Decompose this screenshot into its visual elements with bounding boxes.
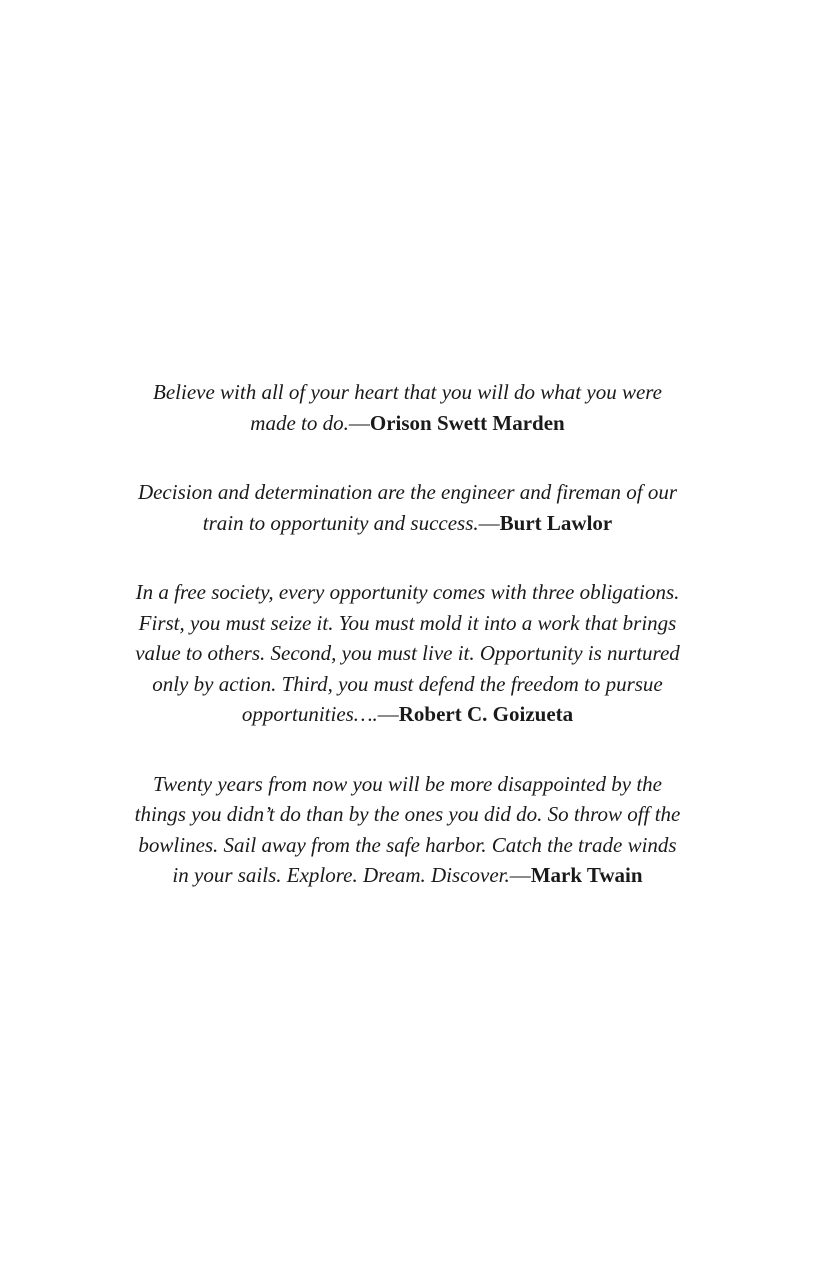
quote-marden xyxy=(0,377,815,438)
quote-author: Robert C. Goizueta xyxy=(398,702,574,726)
quote-line: Twenty years from now you will be more disappointed by the xyxy=(153,771,662,796)
quote-author: Orison Swett Marden xyxy=(369,410,565,435)
quote-lawlor xyxy=(0,477,815,538)
quote-line: opportunities…. xyxy=(241,702,378,726)
attribution-dash: — xyxy=(478,510,500,535)
quote-goizueta xyxy=(0,577,815,730)
quote-line: things you didn’t do than by the ones you did do. So throw off the xyxy=(134,802,681,826)
attribution-dash: — xyxy=(348,410,370,435)
quote-line: made to do. xyxy=(250,410,349,435)
quote-line: In a free society, every opportunity comes with three obligations. xyxy=(135,580,680,604)
quote-list xyxy=(0,377,815,930)
attribution-dash: — xyxy=(377,702,399,726)
quote-line: train to opportunity and success. xyxy=(202,510,479,535)
quote-line: value to others. Second, you must live it. Opportunity is nurtured xyxy=(135,641,680,665)
quote-author: Burt Lawlor xyxy=(499,510,613,535)
quote-line: in your sails. Explore. Dream. Discover. xyxy=(172,863,510,887)
quote-line: Believe with all of your heart that you will do what you were xyxy=(153,380,662,404)
quote-author: Mark Twain xyxy=(530,863,643,887)
quote-line: First, you must seize it. You must mold it into a work that brings xyxy=(138,610,677,635)
quote-line: bowlines. Sail away from the safe harbor. Catch the trade winds xyxy=(138,832,677,857)
quote-line: only by action. Third, you must defend the freedom to pursue xyxy=(152,671,663,696)
quote-twain xyxy=(0,769,815,891)
attribution-dash: — xyxy=(509,863,531,887)
quote-line: Decision and determination are the engineer and fireman of our xyxy=(137,480,678,504)
